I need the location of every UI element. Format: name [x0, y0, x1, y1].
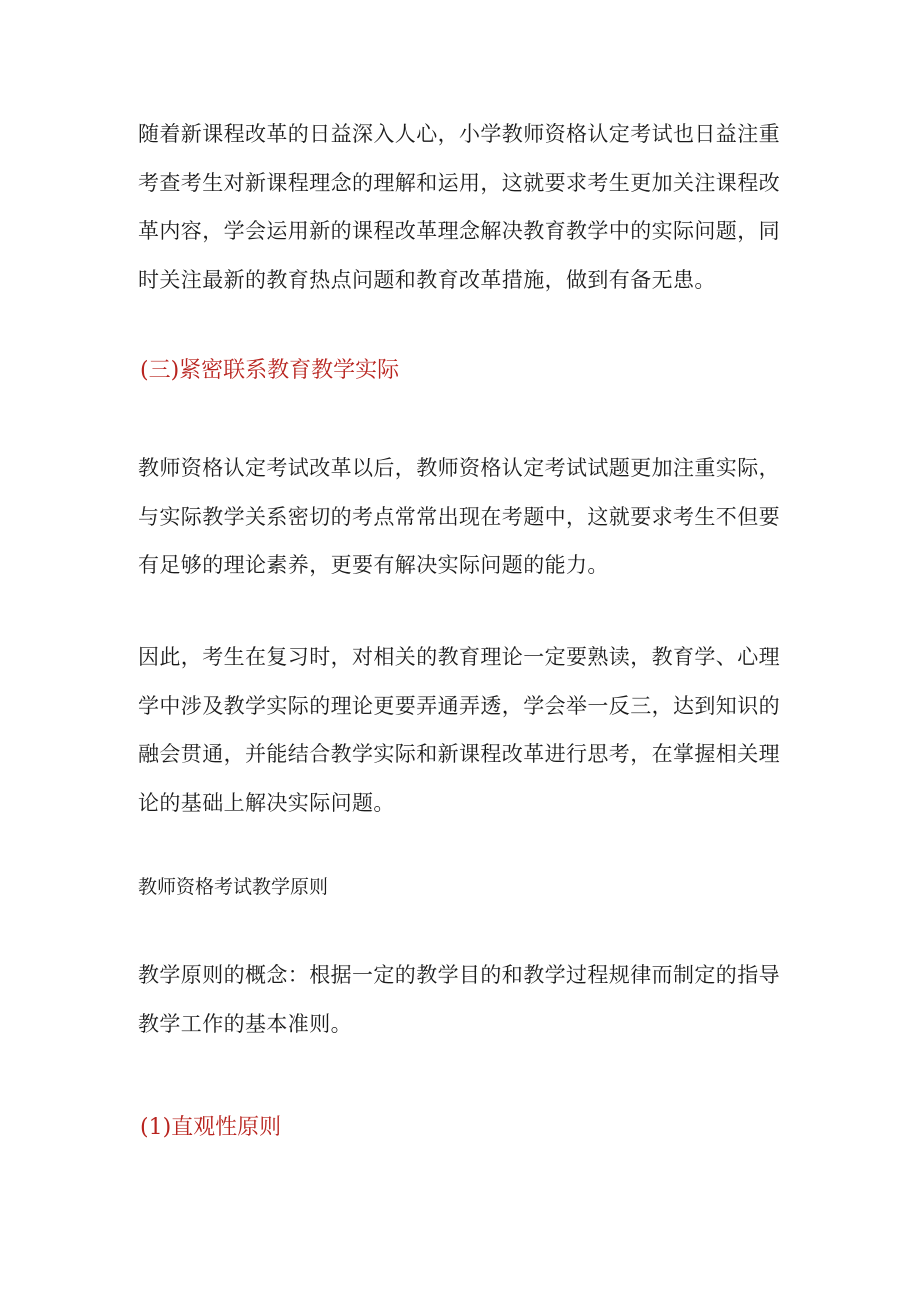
paragraph-principle-definition: 教学原则的概念：根据一定的教学目的和教学过程规律而制定的指导教学工作的基本准则。	[138, 963, 780, 1036]
paragraph-exam-reform: 教师资格认定考试改革以后，教师资格认定考试试题更加注重实际，与实际教学关系密切的考点常常出现在考题中，这就要求考生不但要有足够的理论素养，更要有解决实际问题的能力。	[138, 456, 780, 577]
section-title-teaching-principles: 教师资格考试教学原则	[138, 876, 329, 898]
paragraph-curriculum-reform: 随着新课程改革的日益深入人心，小学教师资格认定考试也日益注重考查考生对新课程理念的理解和运用，这就要求考生更加关注课程改革内容，学会运用新的课程改革理念解决教育教学中的实际问题，同时关注最新的教育热点问题和教育改革措施，做到有备无患。	[138, 122, 780, 292]
heading-section-three: (三)紧密联系教育教学实际	[140, 358, 400, 383]
paragraph-review-advice: 因此，考生在复习时，对相关的教育理论一定要熟读，教育学、心理学中涉及教学实际的理论更要弄通弄透，学会举一反三，达到知识的融会贯通，并能结合教学实际和新课程改革进行思考，在掌握相关理论的基础上解决实际问题。	[138, 645, 780, 815]
heading-intuitive-principle: (1)直观性原则	[140, 1115, 282, 1140]
